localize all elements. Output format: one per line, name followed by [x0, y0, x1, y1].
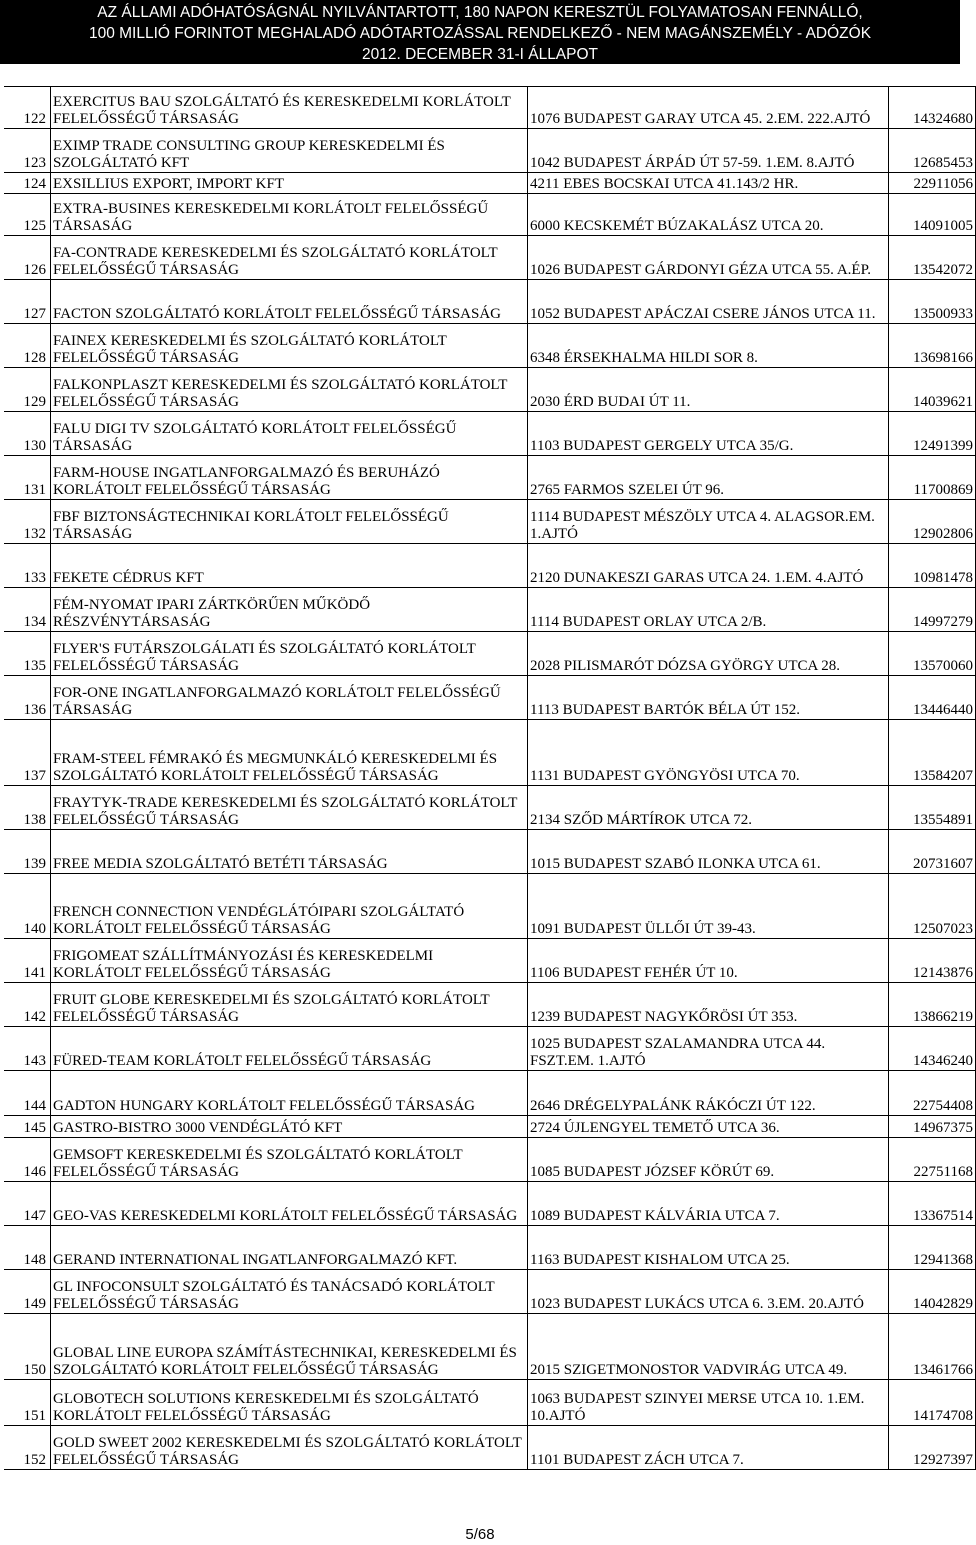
row-number: 137 — [4, 720, 51, 786]
company-name: FRIGOMEAT SZÁLLÍTMÁNYOZÁSI ÉS KERESKEDELMI KORLÁTOLT FELELŐSSÉGŰ TÁRSASÁG — [51, 939, 528, 983]
company-name: FEKETE CÉDRUS KFT — [51, 544, 528, 588]
tax-id: 13698166 — [889, 324, 976, 368]
row-number: 126 — [4, 236, 51, 280]
tax-id: 12685453 — [889, 129, 976, 173]
row-number: 124 — [4, 173, 51, 194]
company-address: 1131 BUDAPEST GYÖNGYÖSI UTCA 70. — [528, 720, 889, 786]
row-number: 135 — [4, 632, 51, 676]
company-name: EXIMP TRADE CONSULTING GROUP KERESKEDELMI ÉS SZOLGÁLTATÓ KFT — [51, 129, 528, 173]
table-row — [4, 236, 976, 280]
row-number: 134 — [4, 588, 51, 632]
table-row — [4, 1071, 976, 1116]
company-address: 1042 BUDAPEST ÁRPÁD ÚT 57-59. 1.EM. 8.AJTÓ — [528, 129, 889, 173]
company-name: GASTRO-BISTRO 3000 VENDÉGLÁTÓ KFT — [51, 1116, 528, 1138]
row-number: 150 — [4, 1314, 51, 1380]
company-address: 1114 BUDAPEST ORLAY UTCA 2/B. — [528, 588, 889, 632]
company-address: 1106 BUDAPEST FEHÉR ÚT 10. — [528, 939, 889, 983]
row-number: 144 — [4, 1071, 51, 1116]
tax-id: 14091005 — [889, 194, 976, 236]
row-number: 151 — [4, 1380, 51, 1426]
company-name: GL INFOCONSULT SZOLGÁLTATÓ ÉS TANÁCSADÓ KORLÁTOLT FELELŐSSÉGŰ TÁRSASÁG — [51, 1270, 528, 1314]
table-row — [4, 830, 976, 874]
row-number: 148 — [4, 1226, 51, 1270]
taxpayer-table — [4, 86, 976, 1470]
table-row — [4, 786, 976, 830]
company-address: 1113 BUDAPEST BARTÓK BÉLA ÚT 152. — [528, 676, 889, 720]
row-number: 146 — [4, 1138, 51, 1182]
company-name: FARM-HOUSE INGATLANFORGALMAZÓ ÉS BERUHÁZÓ KORLÁTOLT FELELŐSSÉGŰ TÁRSASÁG — [51, 456, 528, 500]
row-number: 138 — [4, 786, 51, 830]
row-number: 147 — [4, 1182, 51, 1226]
company-address: 1089 BUDAPEST KÁLVÁRIA UTCA 7. — [528, 1182, 889, 1226]
company-name: GLOBAL LINE EUROPA SZÁMÍTÁSTECHNIKAI, KERESKEDELMI ÉS SZOLGÁLTATÓ KORLÁTOLT FELELŐSSÉGŰ TÁRSASÁG — [51, 1314, 528, 1380]
row-number: 123 — [4, 129, 51, 173]
header-line-1: AZ ÁLLAMI ADÓHATÓSÁGNÁL NYILVÁNTARTOTT, 180 NAPON KERESZTÜL FOLYAMATOSAN FENNÁLLÓ, — [97, 4, 863, 21]
row-number: 128 — [4, 324, 51, 368]
tax-id: 13446440 — [889, 676, 976, 720]
tax-id: 10981478 — [889, 544, 976, 588]
company-address: 1025 BUDAPEST SZALAMANDRA UTCA 44. FSZT.EM. 1.AJTÓ — [528, 1027, 889, 1071]
company-address: 2028 PILISMARÓT DÓZSA GYÖRGY UTCA 28. — [528, 632, 889, 676]
table-row — [4, 1138, 976, 1182]
company-address: 1063 BUDAPEST SZINYEI MERSE UTCA 10. 1.EM. 10.AJTÓ — [528, 1380, 889, 1426]
tax-id: 13554891 — [889, 786, 976, 830]
company-address: 2646 DRÉGELYPALÁNK RÁKÓCZI ÚT 122. — [528, 1071, 889, 1116]
table-row — [4, 1182, 976, 1226]
tax-id: 12927397 — [889, 1426, 976, 1470]
company-address: 1085 BUDAPEST JÓZSEF KÖRÚT 69. — [528, 1138, 889, 1182]
tax-id: 12143876 — [889, 939, 976, 983]
tax-id: 14039621 — [889, 368, 976, 412]
tax-id: 22911056 — [889, 173, 976, 194]
company-address: 2015 SZIGETMONOSTOR VADVIRÁG UTCA 49. — [528, 1314, 889, 1380]
table-row — [4, 874, 976, 939]
company-address: 1052 BUDAPEST APÁCZAI CSERE JÁNOS UTCA 11. — [528, 280, 889, 324]
company-name: FALU DIGI TV SZOLGÁLTATÓ KORLÁTOLT FELELŐSSÉGŰ TÁRSASÁG — [51, 412, 528, 456]
company-address: 1076 BUDAPEST GARAY UTCA 45. 2.EM. 222.AJTÓ — [528, 87, 889, 129]
table-row — [4, 324, 976, 368]
header-line-2: 100 MILLIÓ FORINTOT MEGHALADÓ ADÓTARTOZÁSSAL RENDELKEZŐ - NEM MAGÁNSZEMÉLY - ADÓZÓK — [88, 25, 872, 42]
company-name: FALKONPLASZT KERESKEDELMI ÉS SZOLGÁLTATÓ KORLÁTOLT FELELŐSSÉGŰ TÁRSASÁG — [51, 368, 528, 412]
company-name: FA-CONTRADE KERESKEDELMI ÉS SZOLGÁLTATÓ KORLÁTOLT FELELŐSSÉGŰ TÁRSASÁG — [51, 236, 528, 280]
company-name: EXTRA-BUSINES KERESKEDELMI KORLÁTOLT FELELŐSSÉGŰ TÁRSASÁG — [51, 194, 528, 236]
row-number: 132 — [4, 500, 51, 544]
table-row — [4, 632, 976, 676]
table-row — [4, 1426, 976, 1470]
company-address: 1026 BUDAPEST GÁRDONYI GÉZA UTCA 55. A.ÉP. — [528, 236, 889, 280]
tax-id: 13542072 — [889, 236, 976, 280]
tax-id: 22751168 — [889, 1138, 976, 1182]
company-name: FACTON SZOLGÁLTATÓ KORLÁTOLT FELELŐSSÉGŰ TÁRSASÁG — [51, 280, 528, 324]
company-address: 1015 BUDAPEST SZABÓ ILONKA UTCA 61. — [528, 830, 889, 874]
tax-id: 14324680 — [889, 87, 976, 129]
table-row — [4, 1027, 976, 1071]
table-row — [4, 280, 976, 324]
tax-id: 13461766 — [889, 1314, 976, 1380]
tax-id: 13866219 — [889, 983, 976, 1027]
company-name: FRAM-STEEL FÉMRAKÓ ÉS MEGMUNKÁLÓ KERESKEDELMI ÉS SZOLGÁLTATÓ KORLÁTOLT FELELŐSSÉGŰ TÁRSASÁG — [51, 720, 528, 786]
tax-id: 13500933 — [889, 280, 976, 324]
table-row — [4, 720, 976, 786]
company-name: FRUIT GLOBE KERESKEDELMI ÉS SZOLGÁLTATÓ KORLÁTOLT FELELŐSSÉGŰ TÁRSASÁG — [51, 983, 528, 1027]
company-address: 1114 BUDAPEST MÉSZÖLY UTCA 4. ALAGSOR.EM. 1.AJTÓ — [528, 500, 889, 544]
row-number: 122 — [4, 87, 51, 129]
table-row — [4, 368, 976, 412]
page-number: 5/68 — [465, 1526, 495, 1543]
row-number: 125 — [4, 194, 51, 236]
company-name: FLYER'S FUTÁRSZOLGÁLATI ÉS SZOLGÁLTATÓ KORLÁTOLT FELELŐSSÉGŰ TÁRSASÁG — [51, 632, 528, 676]
row-number: 142 — [4, 983, 51, 1027]
row-number: 133 — [4, 544, 51, 588]
company-name: FÉM-NYOMAT IPARI ZÁRTKÖRŰEN MŰKÖDŐ RÉSZVÉNYTÁRSASÁG — [51, 588, 528, 632]
company-address: 2030 ÉRD BUDAI ÚT 11. — [528, 368, 889, 412]
company-address: 1103 BUDAPEST GERGELY UTCA 35/G. — [528, 412, 889, 456]
row-number: 136 — [4, 676, 51, 720]
tax-id: 12491399 — [889, 412, 976, 456]
row-number: 131 — [4, 456, 51, 500]
tax-id: 14174708 — [889, 1380, 976, 1426]
company-name: GADTON HUNGARY KORLÁTOLT FELELŐSSÉGŰ TÁRSASÁG — [51, 1071, 528, 1116]
table-row — [4, 1226, 976, 1270]
header-line-3: 2012. DECEMBER 31-I ÁLLAPOT — [361, 46, 599, 63]
table-row — [4, 544, 976, 588]
company-address: 1091 BUDAPEST ÜLLŐI ÚT 39-43. — [528, 874, 889, 939]
table-row — [4, 939, 976, 983]
company-name: EXERCITUS BAU SZOLGÁLTATÓ ÉS KERESKEDELMI KORLÁTOLT FELELŐSSÉGŰ TÁRSASÁG — [51, 87, 528, 129]
table-row — [4, 412, 976, 456]
company-address: 1163 BUDAPEST KISHALOM UTCA 25. — [528, 1226, 889, 1270]
tax-id: 12507023 — [889, 874, 976, 939]
company-name: FRAYTYK-TRADE KERESKEDELMI ÉS SZOLGÁLTATÓ KORLÁTOLT FELELŐSSÉGŰ TÁRSASÁG — [51, 786, 528, 830]
company-address: 1239 BUDAPEST NAGYKŐRÖSI ÚT 353. — [528, 983, 889, 1027]
company-name: FOR-ONE INGATLANFORGALMAZÓ KORLÁTOLT FELELŐSSÉGŰ TÁRSASÁG — [51, 676, 528, 720]
company-name: GEMSOFT KERESKEDELMI ÉS SZOLGÁLTATÓ KORLÁTOLT FELELŐSSÉGŰ TÁRSASÁG — [51, 1138, 528, 1182]
table-row — [4, 1270, 976, 1314]
table-row — [4, 129, 976, 173]
row-number: 129 — [4, 368, 51, 412]
tax-id: 22754408 — [889, 1071, 976, 1116]
table-row — [4, 173, 976, 194]
row-number: 143 — [4, 1027, 51, 1071]
company-name: FÜRED-TEAM KORLÁTOLT FELELŐSSÉGŰ TÁRSASÁG — [51, 1027, 528, 1071]
table-row — [4, 588, 976, 632]
row-number: 141 — [4, 939, 51, 983]
company-address: 6348 ÉRSEKHALMA HILDI SOR 8. — [528, 324, 889, 368]
table-row — [4, 983, 976, 1027]
company-name: FAINEX KERESKEDELMI ÉS SZOLGÁLTATÓ KORLÁTOLT FELELŐSSÉGŰ TÁRSASÁG — [51, 324, 528, 368]
table-row — [4, 676, 976, 720]
table-row — [4, 194, 976, 236]
company-name: FREE MEDIA SZOLGÁLTATÓ BETÉTI TÁRSASÁG — [51, 830, 528, 874]
row-number: 127 — [4, 280, 51, 324]
company-address: 6000 KECSKEMÉT BÚZAKALÁSZ UTCA 20. — [528, 194, 889, 236]
tax-id: 11700869 — [889, 456, 976, 500]
table-row — [4, 1314, 976, 1380]
tax-id: 12902806 — [889, 500, 976, 544]
table-row — [4, 500, 976, 544]
row-number: 130 — [4, 412, 51, 456]
tax-id: 20731607 — [889, 830, 976, 874]
table-row — [4, 1380, 976, 1426]
company-name: EXSILLIUS EXPORT, IMPORT KFT — [51, 173, 528, 194]
company-name: FRENCH CONNECTION VENDÉGLÁTÓIPARI SZOLGÁLTATÓ KORLÁTOLT FELELŐSSÉGŰ TÁRSASÁG — [51, 874, 528, 939]
table-row — [4, 1116, 976, 1138]
company-address: 2120 DUNAKESZI GARAS UTCA 24. 1.EM. 4.AJTÓ — [528, 544, 889, 588]
tax-id: 12941368 — [889, 1226, 976, 1270]
company-address: 1101 BUDAPEST ZÁCH UTCA 7. — [528, 1426, 889, 1470]
company-address: 2134 SZŐD MÁRTÍROK UTCA 72. — [528, 786, 889, 830]
tax-id: 14346240 — [889, 1027, 976, 1071]
row-number: 152 — [4, 1426, 51, 1470]
row-number: 145 — [4, 1116, 51, 1138]
company-name: GLOBOTECH SOLUTIONS KERESKEDELMI ÉS SZOLGÁLTATÓ KORLÁTOLT FELELŐSSÉGŰ TÁRSASÁG — [51, 1380, 528, 1426]
tax-id: 14042829 — [889, 1270, 976, 1314]
page-header — [0, 0, 960, 64]
company-address: 4211 EBES BOCSKAI UTCA 41.143/2 HR. — [528, 173, 889, 194]
row-number: 140 — [4, 874, 51, 939]
table-row — [4, 87, 976, 129]
company-address: 2724 ÚJLENGYEL TEMETŐ UTCA 36. — [528, 1116, 889, 1138]
tax-id: 13570060 — [889, 632, 976, 676]
tax-id: 13367514 — [889, 1182, 976, 1226]
taxpayer-table-body — [4, 87, 976, 1470]
company-name: FBF BIZTONSÁGTECHNIKAI KORLÁTOLT FELELŐSSÉGŰ TÁRSASÁG — [51, 500, 528, 544]
tax-id: 14967375 — [889, 1116, 976, 1138]
company-name: GERAND INTERNATIONAL INGATLANFORGALMAZÓ KFT. — [51, 1226, 528, 1270]
company-address: 2765 FARMOS SZELEI ÚT 96. — [528, 456, 889, 500]
row-number: 139 — [4, 830, 51, 874]
tax-id: 13584207 — [889, 720, 976, 786]
table-row — [4, 456, 976, 500]
company-address: 1023 BUDAPEST LUKÁCS UTCA 6. 3.EM. 20.AJTÓ — [528, 1270, 889, 1314]
row-number: 149 — [4, 1270, 51, 1314]
tax-id: 14997279 — [889, 588, 976, 632]
company-name: GEO-VAS KERESKEDELMI KORLÁTOLT FELELŐSSÉGŰ TÁRSASÁG — [51, 1182, 528, 1226]
company-name: GOLD SWEET 2002 KERESKEDELMI ÉS SZOLGÁLTATÓ KORLÁTOLT FELELŐSSÉGŰ TÁRSASÁG — [51, 1426, 528, 1470]
